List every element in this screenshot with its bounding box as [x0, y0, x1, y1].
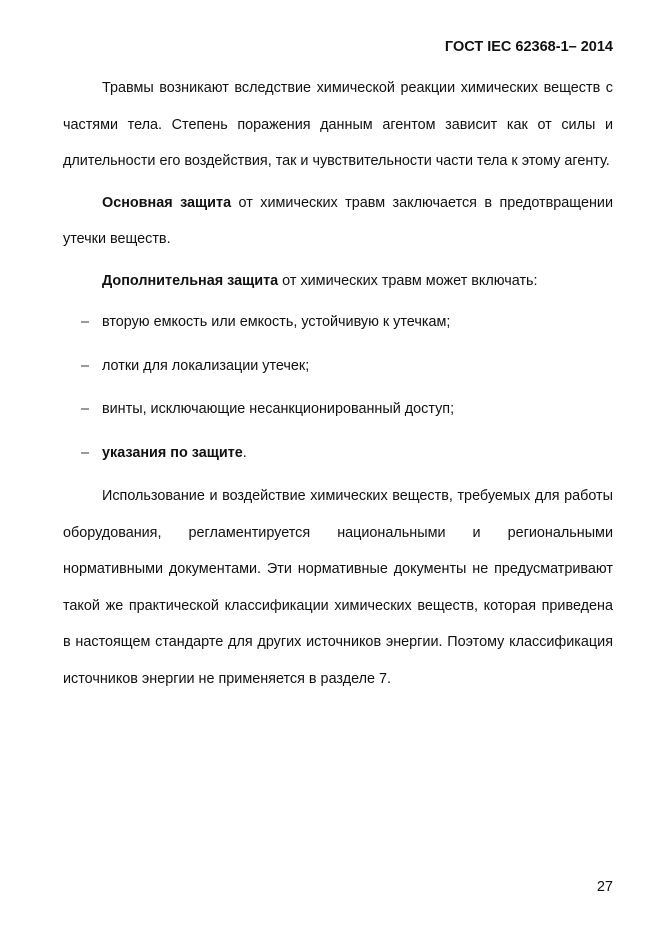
dash-bullet: –: [81, 444, 90, 461]
list-item: [63, 348, 613, 385]
term-supplementary-protection: Дополнительная защита: [102, 272, 279, 289]
list-item-text: вторую емкость или емкость, устойчивую к утечкам;: [102, 314, 451, 330]
dash-bullet: –: [81, 314, 90, 330]
paragraph-regulation: Использование и воздействие химических веществ, требуемых для работы оборудования, регламентируется национальными и региональными нормативными документами. Эти нормативные документы не предусматривают такой же практической классификации химических веществ, которая приведена в настоящем стандарте для других источников энергии. Поэтому классификация источников энергии не применяется в разделе 7.: [63, 488, 613, 687]
list-item-end: .: [242, 444, 247, 461]
paragraph-basic-protection-text: от химических травм заключается в предотвращении утечки веществ.: [63, 194, 614, 247]
list-item-text: лотки для локализации утечек;: [102, 357, 310, 374]
document-header: ГОСТ IEC 62368-1– 2014: [444, 39, 613, 55]
paragraph-supplementary-protection-text: от химических травм может включать:: [278, 272, 538, 289]
list-item: [63, 304, 613, 341]
document-body: [63, 70, 613, 697]
list-item: [63, 391, 613, 428]
term-basic-protection: Основная защита: [102, 194, 232, 211]
term-protection-instructions: указания по защите: [102, 444, 243, 461]
protection-list: [63, 304, 613, 471]
page-number: 27: [596, 879, 613, 895]
paragraph-basic-protection: [63, 185, 613, 258]
dash-bullet: –: [81, 401, 90, 417]
paragraph-chemical-injury: Травмы возникают вследствие химической реакции химических веществ с частями тела. Степень поражения данным агентом зависит как от силы и длительности его воздействия, так и чувствительности части тела к этому агенту.: [63, 80, 613, 169]
dash-bullet: –: [81, 357, 90, 374]
paragraph-supplementary-protection: [63, 263, 613, 300]
list-item-text: винты, исключающие несанкционированный доступ;: [102, 401, 455, 417]
list-item: [63, 435, 613, 472]
